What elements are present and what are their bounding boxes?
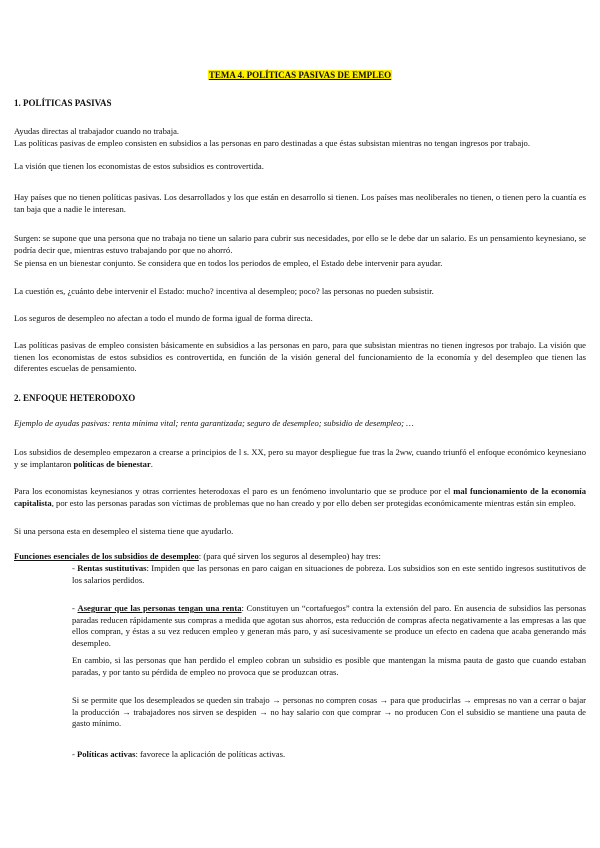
functions-heading: Funciones esenciales de los subsidios de desempleo	[14, 551, 199, 561]
s2-p2-text: Para los economistas keynesianos y otras corrientes heterodoxas el paro es un fenómeno involuntario que se produce por el	[14, 486, 454, 496]
s1-paragraph-6: Las políticas pasivas de empleo consisten básicamente en subsidios a las personas en paro, para que subsistan mientras no tienen ingresos por trabajo. La visión que tienen los economistas de estos subsidios es controvertida, en función de la visión general del funcionamiento de la economía y del desempleo que tienen las diferentes escuelas de pensamiento.	[14, 340, 586, 374]
s2-example	[14, 418, 586, 430]
s1-paragraph-1b: Las políticas pasivas de empleo consisten en subsidios a las personas en paro destinadas a que éstas subsistan mientras no tengan ingresos por trabajo.	[14, 138, 530, 148]
section-1-heading: 1. POLÍTICAS PASIVAS	[14, 98, 112, 108]
s2-paragraph-3: Si una persona esta en desempleo el sistema tiene que ayudarlo.	[14, 526, 234, 536]
s2-p2-end: , por esto las personas paradas son víctimas de problemas que no han creado y por ello deben ser protegidas económicamente mientras están sin empleo.	[51, 497, 576, 508]
function-1-text: : Impiden que las personas en paro caigan en situaciones de pobreza. Los subsidios son en este sentido ingresos sustitutivos de los salarios perdidos.	[72, 563, 586, 585]
s1-paragraph-3a: Surgen: se supone que una persona que no trabaja no tiene un salario para cubrir sus necesidades, por ello se le debe dar un salario. Es un pensamiento keynesiano, se podría decir que, mientras estuvo trabajando por que no ahorró.	[14, 233, 586, 255]
s1-paragraph-1c: La visión que tienen los economistas de estos subsidios es controvertida.	[14, 161, 264, 171]
s2-p1-bold: políticas de bienestar	[73, 458, 151, 469]
function-3: - Políticas activas: favorece la aplicación de políticas activas.	[72, 749, 286, 759]
function-1-title: Rentas sustitutivas	[77, 563, 147, 573]
s2-p2-bold: mal funcionamiento de la economía capitalista	[14, 486, 586, 508]
functions-intro-text: : (para qué sirven los seguros al desempleo) hay tres:	[198, 551, 381, 561]
s1-paragraph-1a: Ayudas directas al trabajador cuando no trabaja.	[14, 126, 180, 136]
s2-paragraph-2	[14, 486, 586, 509]
document-title: TEMA 4. POLÍTICAS PASIVAS DE EMPLEO	[208, 70, 392, 80]
s1-paragraph-4: La cuestión es, ¿cuánto debe intervenir el Estado: mucho? incentiva al desempleo; poco? las personas no pueden subsistir.	[14, 286, 434, 296]
function-2: - Asegurar que las personas tengan una renta: Constituyen un “cortafuegos” contra la extensión del paro. En ausencia de subsidios las personas paradas reducen rápidamente sus compras a medida que agotan sus ahorros, esta reducción de compras afecta negativamente a las empresas a las que ellos compran, y éstas a su vez reducen empleo y generan más paro, y así sucesivamente se produce un efecto en cadena que acaba generando más desempleo.	[72, 603, 586, 648]
s1-paragraph-5: Los seguros de desempleo no afectan a todo el mundo de forma igual de forma directa.	[14, 313, 313, 323]
s2-example-text: Ejemplo de ayudas pasivas: renta mínima vital; renta garantizada; seguro de desempleo; subsidio de desempleo; …	[14, 418, 414, 428]
s1-paragraph-3b: Se piensa en un bienestar conjunto. Se considera que en todos los periodos de empleo, el Estado debe intervenir para ayudar.	[14, 258, 443, 268]
section-2-heading: 2. ENFOQUE HETERODOXO	[14, 393, 136, 403]
s2-p1-end: .	[150, 458, 153, 469]
function-1: - Rentas sustitutivas: Impiden que las personas en paro caigan en situaciones de pobreza. Los subsidios son en este sentido ingresos sustitutivos de los salarios perdidos.	[72, 563, 586, 585]
s2-p1-text: Los subsidios de desempleo empezaron a crearse a principios de l s. XX, pero su mayor despliegue fue tras la 2ww, cuando triunfó el enfoque económico keynesiano y se implantaron	[14, 447, 586, 469]
title-block	[14, 70, 586, 82]
s1-paragraph-2: Hay países que no tienen políticas pasivas. Los desarrollados y los que están en desarrollo si tienen. Los países mas neoliberales no tienen, o tienen pero la cuantía es tan baja que a nadie le interesan.	[14, 192, 586, 214]
functions-intro	[14, 551, 586, 563]
function-2-extra: En cambio, si las personas que han perdido el empleo cobran un subsidio es posible que mantengan la misma pauta de gasto que cuando estaban paradas, y por tanto su pérdida de empleo no provoca que se produzcan otras.	[72, 655, 586, 677]
chain-explanation: Si se permite que los desempleados se queden sin trabajo → personas no compren cosas → para que producirlas → empresas no van a cerrar o bajar la producción → trabajadores nos sirven se despiden → no hay salario con que comprar → no producen Con el subsidio se mantiene una pauta de gasto mínimo.	[72, 695, 586, 729]
function-3-title: Políticas activas	[77, 749, 136, 759]
function-2-text: : Constituyen un “cortafuegos” contra la extensión del paro. En ausencia de subsidios las personas paradas reducen rápidamente sus compras a medida que agotan sus ahorros, esta reducción de compras afecta negativamente a las empresas a las que ellos compran, y éstas a su vez reducen empleo y generan más paro, y así sucesivamente se produce un efecto en cadena que acaba generando más desempleo.	[72, 603, 586, 648]
function-3-text: : favorece la aplicación de políticas activas.	[135, 749, 286, 759]
function-2-title: Asegurar que las personas tengan una renta	[77, 603, 242, 613]
s2-paragraph-1	[14, 447, 586, 470]
